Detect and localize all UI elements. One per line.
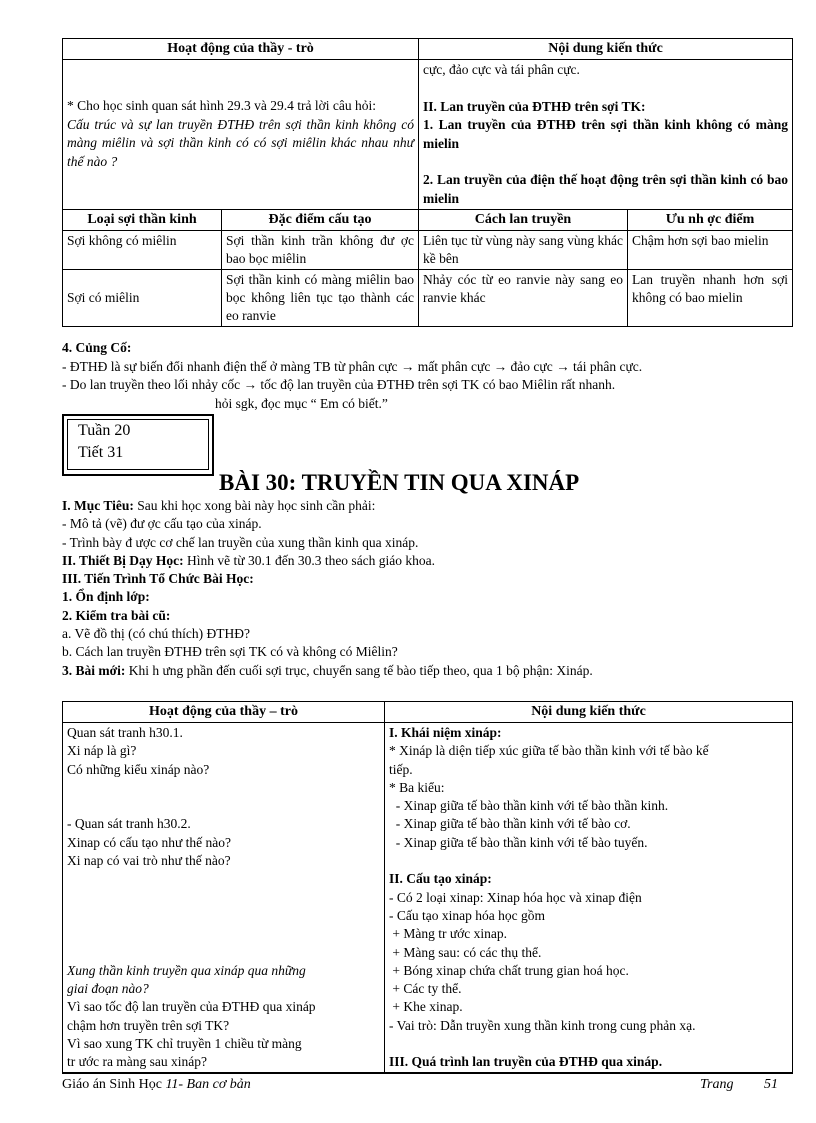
footer-page-number: 51 (764, 1077, 778, 1092)
consolidation-line-3: hỏi sgk, đọc mục “ Em có biết.” (215, 395, 388, 411)
table1-content-cont: cực, đảo cực và tái phân cực. (423, 62, 580, 77)
equipment-title: II. Thiết Bị Dạy Học: (62, 552, 184, 568)
content-line: + Các ty thể. (389, 981, 462, 997)
table1-instruction: * Cho học sinh quan sát hình 29.3 và 29.4 trả lời câu hỏi: (67, 98, 376, 113)
footer-book-title: Giáo án Sinh Học (62, 1077, 166, 1092)
content-line (67, 779, 380, 797)
footer-divider (62, 1072, 792, 1074)
lesson-title: BÀI 30: TRUYỀN TIN QUA XINÁP (219, 470, 580, 495)
content-line: * Xináp là diện tiếp xúc giữa tế bào thần kinh với tế bào kế (389, 743, 709, 759)
table1-header-right: Nội dung kiến thức (419, 39, 793, 60)
week-label: Tuần 20 (78, 422, 131, 439)
consolidation-line-1: - ĐTHĐ là sự biến đổi nhanh điện thế ở màng TB từ phân cực → mất phân cực → đảo cực → tái phân cực. (62, 358, 643, 374)
review-question-a: a. Vẽ đồ thị (có chú thích) ĐTHĐ? (62, 626, 250, 642)
content-line (67, 944, 380, 962)
content-line: Có những kiểu xináp nào? (67, 761, 210, 777)
consolidation-line-2: - Do lan truyền theo lối nhảy cốc → tốc độ lan truyền của ĐTHĐ trên sợi TK có bao Miêlin rất nhanh. (62, 377, 616, 392)
content-line: - Có 2 loại xinap: Xinap hóa học và xinap điện (389, 889, 642, 905)
table1-header-left: Hoạt động của thầy - trò (63, 39, 419, 60)
content-line: Xi nap có vai trò như thế nào? (67, 853, 231, 869)
table1-section-2: II. Lan truyền của ĐTHĐ trên sợi TK: (423, 98, 646, 114)
content-line: Xinap có cấu tạo như thế nào? (67, 834, 232, 850)
objectives-intro: Sau khi học xong bài này học sinh cần phải: (133, 498, 376, 513)
content-line: giai đoạn nào? (67, 981, 149, 997)
table-cell: Sợi có miêlin (63, 270, 222, 327)
consolidation-title: 4. Củng Cố: (62, 340, 132, 355)
content-line: + Màng sau: có các thụ thể. (389, 944, 542, 960)
content-line: tiếp. (389, 761, 413, 777)
content-line: Xung thần kinh truyền qua xináp qua những (67, 962, 306, 978)
content-line (67, 925, 380, 943)
table1-subheader-transmission: Cách lan truyền (419, 210, 628, 231)
table-1 (62, 38, 793, 327)
table-row (63, 231, 793, 270)
table1-sub-1: 1. Lan truyền của ĐTHĐ trên sợi thần kinh không có màng mielin (423, 117, 789, 151)
footer-left (62, 1077, 251, 1093)
content-line: + Bóng xinap chứa chất trung gian hoá học. (389, 962, 629, 978)
content-line (389, 1035, 788, 1053)
table-cell: Sợi không có miêlin (63, 231, 222, 270)
content-line (389, 852, 788, 870)
objective-item: - Trình bày đ ược cơ chế lan truyền của xung thần kinh qua xináp. (62, 534, 419, 550)
equipment-text: Hình vẽ từ 30.1 đến 30.3 theo sách giáo khoa. (183, 552, 436, 568)
objectives-title: I. Mục Tiêu: (62, 498, 134, 513)
table2-header-right: Nội dung kiến thức (385, 702, 793, 723)
procedure-step-3-text: Khi h ưng phần đến cuối sợi trục, chuyển sang tế bào tiếp theo, qua 1 bộ phận: Xináp. (125, 662, 593, 678)
procedure-step-2: 2. Kiểm tra bài cũ: (62, 607, 171, 623)
table2-content-cell (385, 723, 793, 1074)
review-question-b: b. Cách lan truyền ĐTHĐ trên sợi TK có và không có Miêlin? (62, 644, 398, 660)
content-line: - Vai trò: Dẫn truyền xung thần kinh trong cung phản xạ. (389, 1017, 696, 1033)
content-line: Vì sao xung TK chỉ truyền 1 chiều từ màng (67, 1036, 302, 1052)
content-line: II. Cấu tạo xináp: (389, 871, 492, 887)
table-cell: Lan truyền nhanh hơn sợi không có bao mielin (628, 270, 793, 327)
content-line: + Khe xinap. (389, 999, 463, 1015)
footer-book-subtitle: 11- Ban cơ bản (165, 1077, 251, 1092)
content-line: * Ba kiểu: (389, 779, 445, 795)
table2-activity-cell (63, 723, 385, 1074)
content-line: - Quan sát tranh h30.2. (67, 816, 191, 832)
procedure-step-3: 3. Bài mới: (62, 662, 126, 678)
table-row (63, 270, 793, 327)
table-cell: Nhảy cóc từ eo ranvie này sang eo ranvie khác (419, 270, 628, 327)
content-line (67, 797, 380, 815)
content-line: Quan sát tranh h30.1. (67, 725, 183, 740)
content-line: Xi náp là gì? (67, 743, 137, 759)
consolidation-section (62, 339, 792, 413)
table1-question: Cấu trúc và sự lan truyền ĐTHĐ trên sợi thần kinh không có màng miêlin và sợi thần kinh có có sợi miêlin khác nhau như thế nào ? (67, 116, 414, 169)
procedure-title: III. Tiến Trình Tổ Chức Bài Học: (62, 571, 254, 587)
content-line: - Xinap giữa tế bào thần kinh với tế bào cơ. (389, 816, 631, 832)
content-line: I. Khái niệm xináp: (389, 725, 502, 740)
table1-sub-2: 2. Lan truyền của điện thế hoạt động trên sợi thần kinh có bao mielin (423, 172, 789, 206)
content-line: tr ước ra màng sau xináp? (67, 1054, 208, 1070)
table1-subheader-type: Loại sợi thần kinh (63, 210, 222, 231)
table2-header-left: Hoạt động của thầy – trò (63, 702, 385, 723)
table1-activity-cell (63, 60, 419, 210)
content-line (67, 870, 380, 888)
footer-page-label: Trang (700, 1077, 734, 1092)
content-line: - Xinap giữa tế bào thần kinh với tế bào thần kinh. (389, 798, 669, 814)
table-cell: Liên tục từ vùng này sang vùng khác kề bên (419, 231, 628, 270)
table1-subheader-proscons: Ưu nh ợc điểm (628, 210, 793, 231)
content-line: chậm hơn truyền trên sợi TK? (67, 1017, 230, 1033)
table1-content-cell (419, 60, 793, 210)
content-line: Vì sao tốc độ lan truyền của ĐTHĐ qua xináp (67, 999, 316, 1015)
content-line (67, 907, 380, 925)
table-cell: Sợi thần kinh trần không đư ợc bao bọc miêlin (222, 231, 419, 270)
week-box (62, 414, 214, 476)
lesson-number: Tiết 31 (78, 444, 124, 461)
table-cell: Chậm hơn sợi bao mielin (628, 231, 793, 270)
objective-item: - Mô tả (vẽ) đư ợc cấu tạo của xináp. (62, 516, 262, 532)
lesson-plan-body (62, 497, 792, 680)
procedure-step-1: 1. Ổn định lớp: (62, 589, 150, 605)
content-line: - Xinap giữa tế bào thần kinh với tế bào tuyến. (389, 834, 648, 850)
table1-subheader-structure: Đặc điểm cấu tạo (222, 210, 419, 231)
table-cell: Sợi thần kinh có màng miêlin bao bọc không liên tục tạo thành các eo ranvie (222, 270, 419, 327)
content-line: III. Quá trình lan truyền của ĐTHĐ qua xináp. (389, 1054, 663, 1070)
content-line (67, 889, 380, 907)
content-line: - Cấu tạo xinap hóa học gồm (389, 907, 545, 923)
table-2 (62, 701, 793, 1074)
content-line: + Màng tr ước xinap. (389, 926, 508, 942)
